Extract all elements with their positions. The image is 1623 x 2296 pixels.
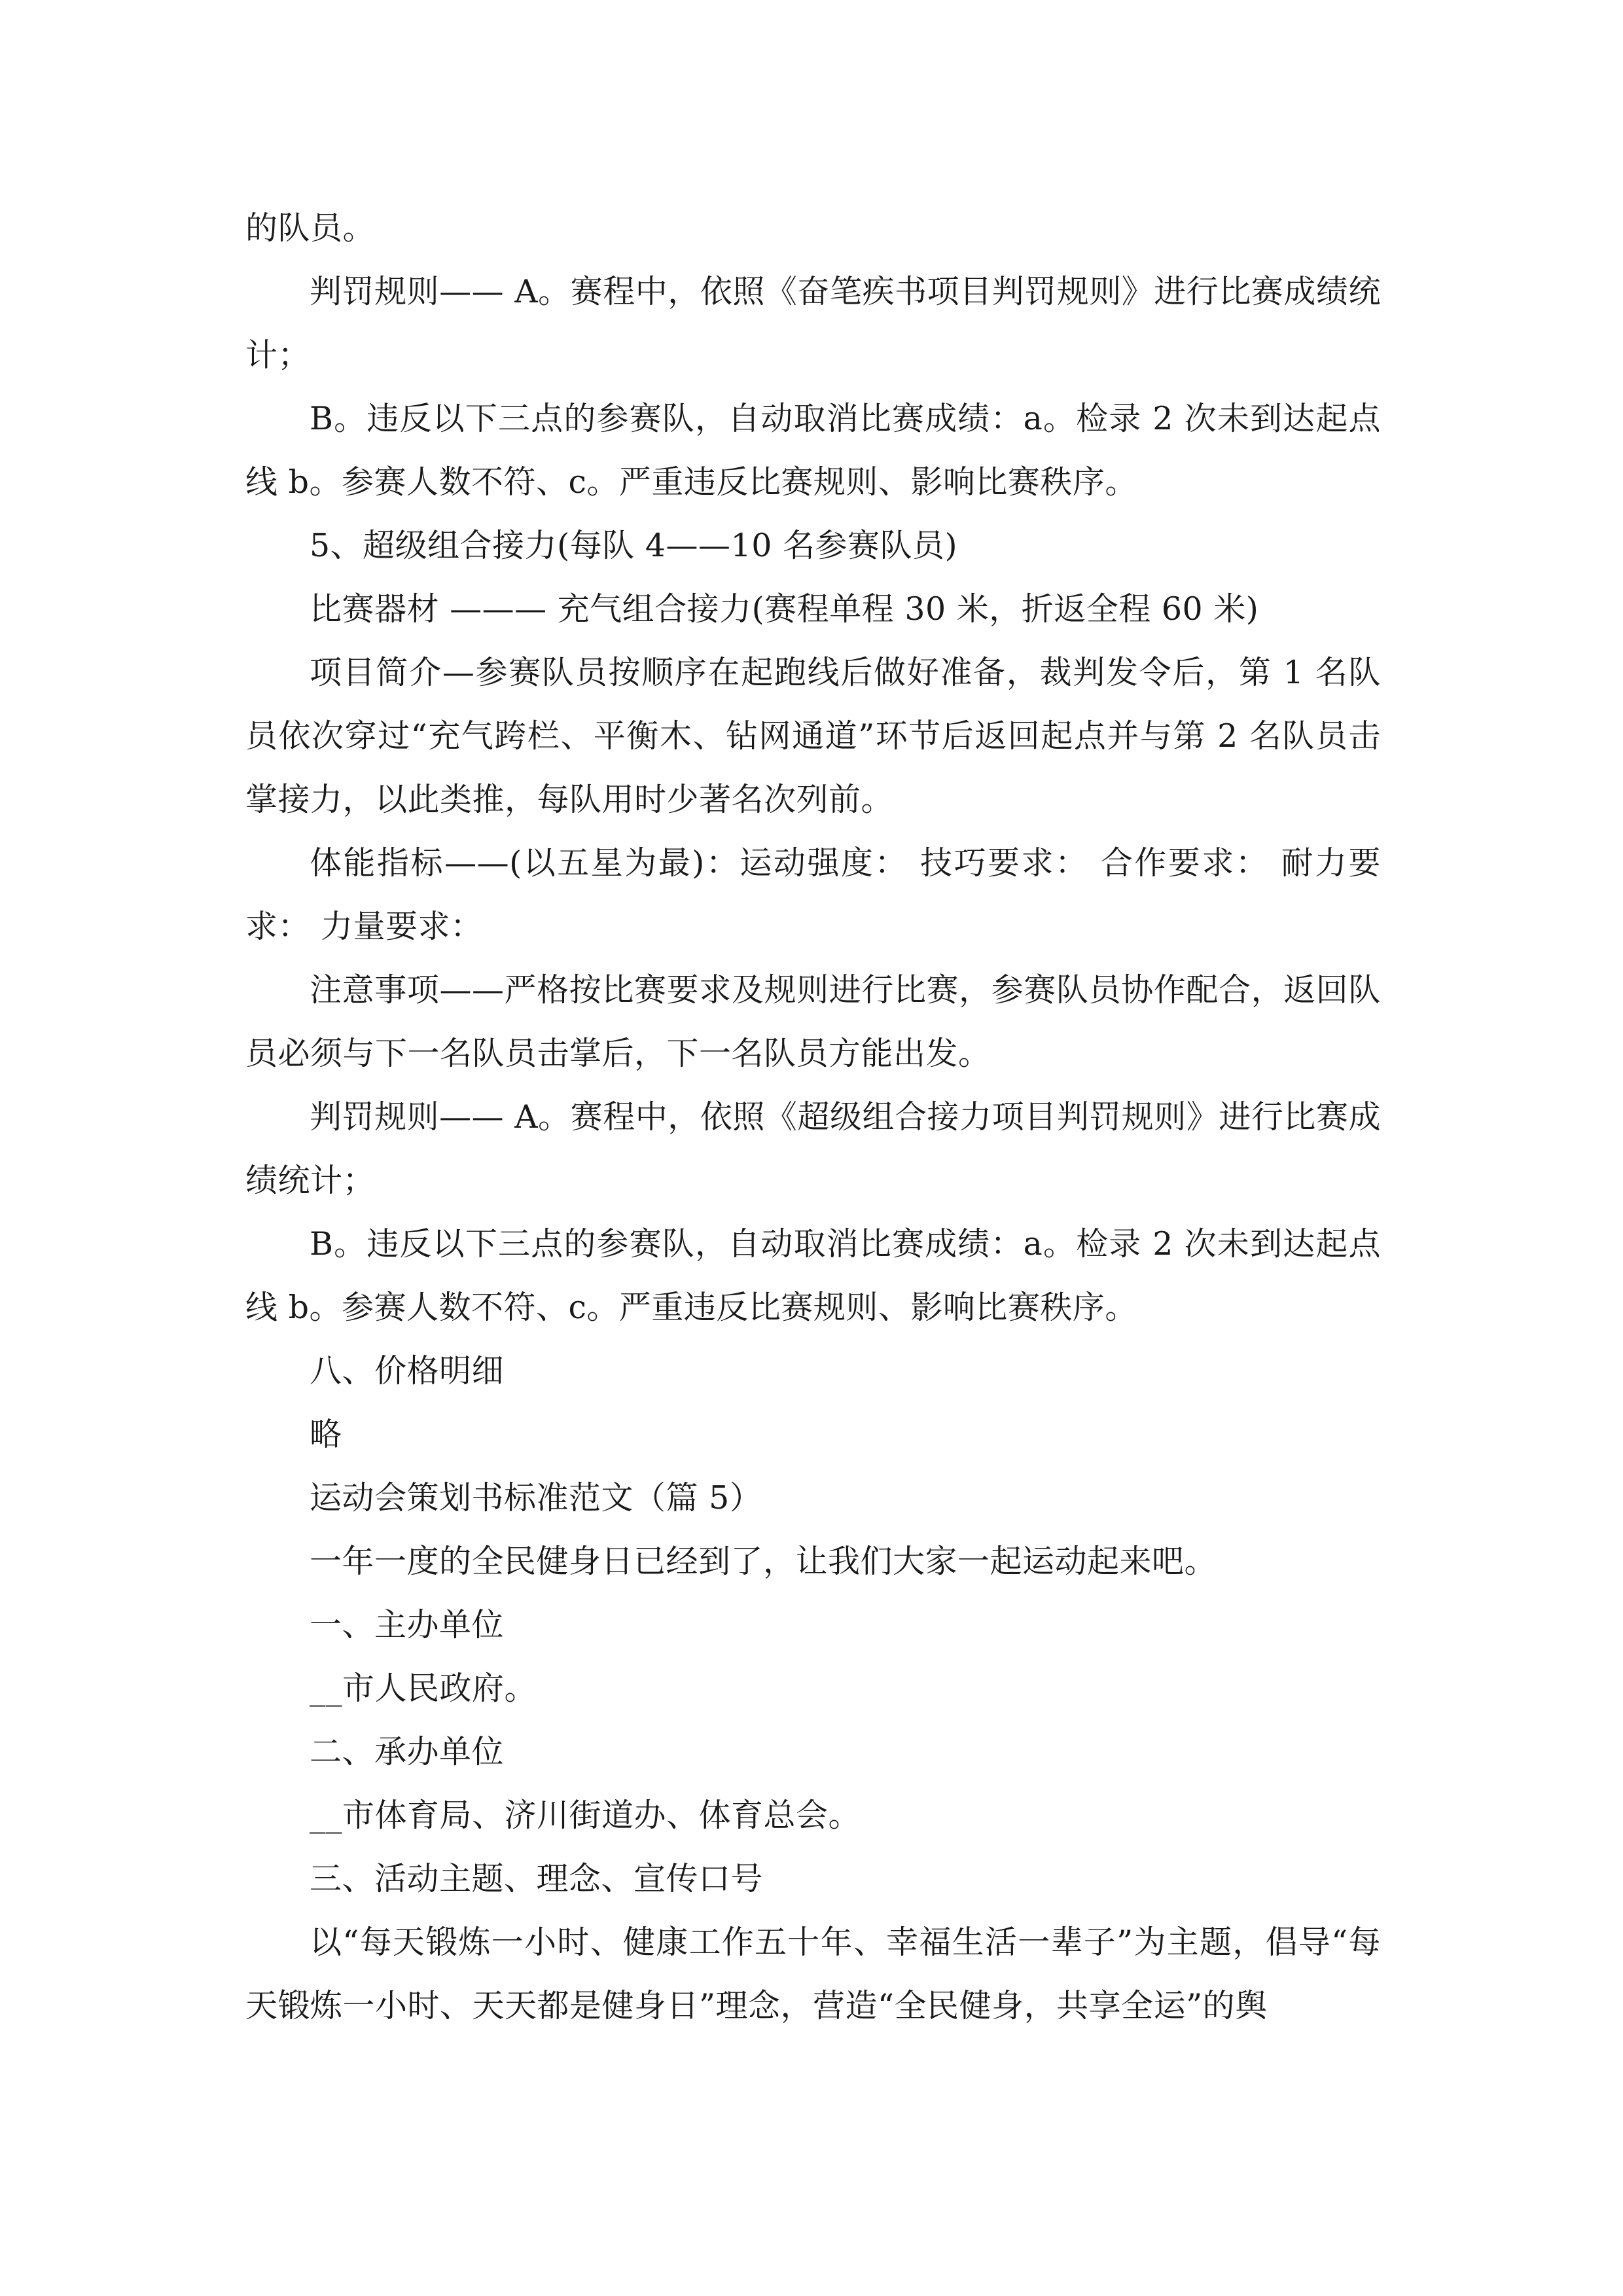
section-heading: 一、主办单位 (310, 1606, 505, 1643)
section-heading: 八、价格明细 (310, 1352, 505, 1390)
section-heading: 二、承办单位 (310, 1733, 505, 1770)
paragraph: 判罚规则—— A。赛程中，依照《奋笔疾书项目判罚规则》进行比赛成绩统计； (245, 273, 1381, 374)
document-body (245, 196, 1381, 2037)
paragraph: B。违反以下三点的参赛队，自动取消比赛成绩：a。检录 2 次未到达起点线 b。参赛人数不符、c。严重违反比赛规则、影响比赛秩序。 (245, 400, 1381, 501)
paragraph: 注意事项——严格按比赛要求及规则进行比赛，参赛队员协作配合，返回队员必须与下一名队员击掌后，下一名队员方能出发。 (245, 971, 1381, 1072)
paragraph: 略 (310, 1416, 342, 1453)
paragraph: 项目简介—参赛队员按顺序在起跑线后做好准备，裁判发令后，第 1 名队员依次穿过“充气跨栏、平衡木、钻网通道”环节后返回起点并与第 2 名队员击掌接力，以此类推，每队用时少著名次列前。 (245, 654, 1381, 818)
paragraph: 以“每天锻炼一小时、健康工作五十年、幸福生活一辈子”为主题，倡导“每天锻炼一小时、天天都是健身日”理念，营造“全民健身，共享全运”的舆 (245, 1924, 1381, 2024)
paragraph: 判罚规则—— A。赛程中，依照《超级组合接力项目判罚规则》进行比赛成绩统计； (245, 1098, 1381, 1199)
paragraph: 一年一度的全民健身日已经到了，让我们大家一起运动起来吧。 (310, 1543, 1217, 1580)
paragraph: 5、超级组合接力(每队 4——10 名参赛队员) (310, 527, 958, 564)
paragraph: 比赛器材 ——— 充气组合接力(赛程单程 30 米，折返全程 60 米) (310, 590, 1259, 628)
article-title: 运动会策划书标准范文（篇 5） (310, 1479, 762, 1516)
paragraph: __市人民政府。 (310, 1670, 537, 1707)
section-heading: 三、活动主题、理念、宣传口号 (310, 1860, 764, 1897)
paragraph: 的队员。 (245, 209, 376, 247)
paragraph: __市体育局、济川街道办、体育总会。 (310, 1797, 861, 1834)
paragraph: 体能指标——(以五星为最)：运动强度： 技巧要求： 合作要求： 耐力要求： 力量要求： (245, 844, 1381, 945)
paragraph: B。违反以下三点的参赛队，自动取消比赛成绩：a。检录 2 次未到达起点线 b。参赛人数不符、c。严重违反比赛规则、影响比赛秩序。 (245, 1225, 1381, 1326)
